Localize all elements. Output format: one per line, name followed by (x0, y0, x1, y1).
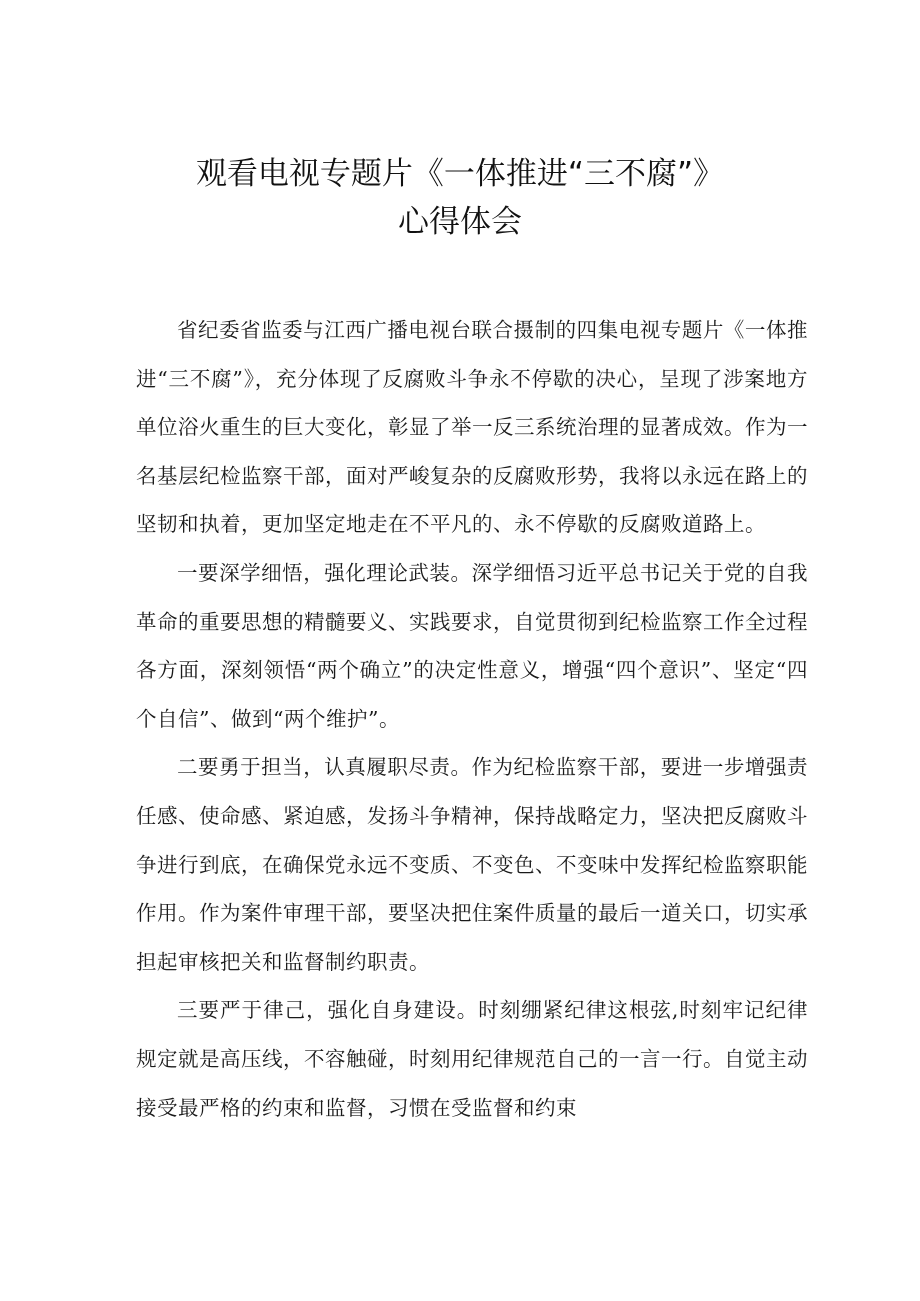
title-line-1: 观看电视专题片《一体推进“三不腐”》 (195, 156, 725, 192)
paragraph-intro: 省纪委省监委与江西广播电视台联合摄制的四集电视专题片《一体推进“三不腐”》，充分体现了反腐败斗争永不停歇的决心，呈现了涉案地方单位浴火重生的巨大变化，彰显了举一反三系统治理的显著成效。作为一名基层纪检监察干部，面对严峻复杂的反腐败形势，我将以永远在路上的坚韧和执着，更加坚定地走在不平凡的、永不停歇的反腐败道路上。 (136, 318, 808, 537)
paragraph-point-3: 三要严于律己，强化自身建设。时刻绷紧纪律这根弦,时刻牢记纪律规定就是高压线，不容触碰，时刻用纪律规范自己的一言一行。自觉主动接受最严格的约束和监督，习惯在受监督和约束 (136, 998, 808, 1120)
document-body (136, 306, 808, 1132)
paragraph-point-2: 二要勇于担当，认真履职尽责。作为纪检监察干部，要进一步增强责任感、使命感、紧迫感，发扬斗争精神，保持战略定力，坚决把反腐败斗争进行到底，在确保党永远不变质、不变色、不变味中发挥纪检监察职能作用。作为案件审理干部，要坚决把住案件质量的最后一道关口，切实承担起审核把关和监督制约职责。 (136, 755, 808, 974)
paragraph-point-1: 一要深学细悟，强化理论武装。深学细悟习近平总书记关于党的自我革命的重要思想的精髓要义、实践要求，自觉贯彻到纪检监察工作全过程各方面，深刻领悟“两个确立”的决定性意义，增强“四个意识”、坚定“四个自信”、做到“两个维护”。 (136, 560, 808, 731)
title-line-2: 心得体会 (398, 204, 522, 240)
document-title (0, 150, 920, 246)
